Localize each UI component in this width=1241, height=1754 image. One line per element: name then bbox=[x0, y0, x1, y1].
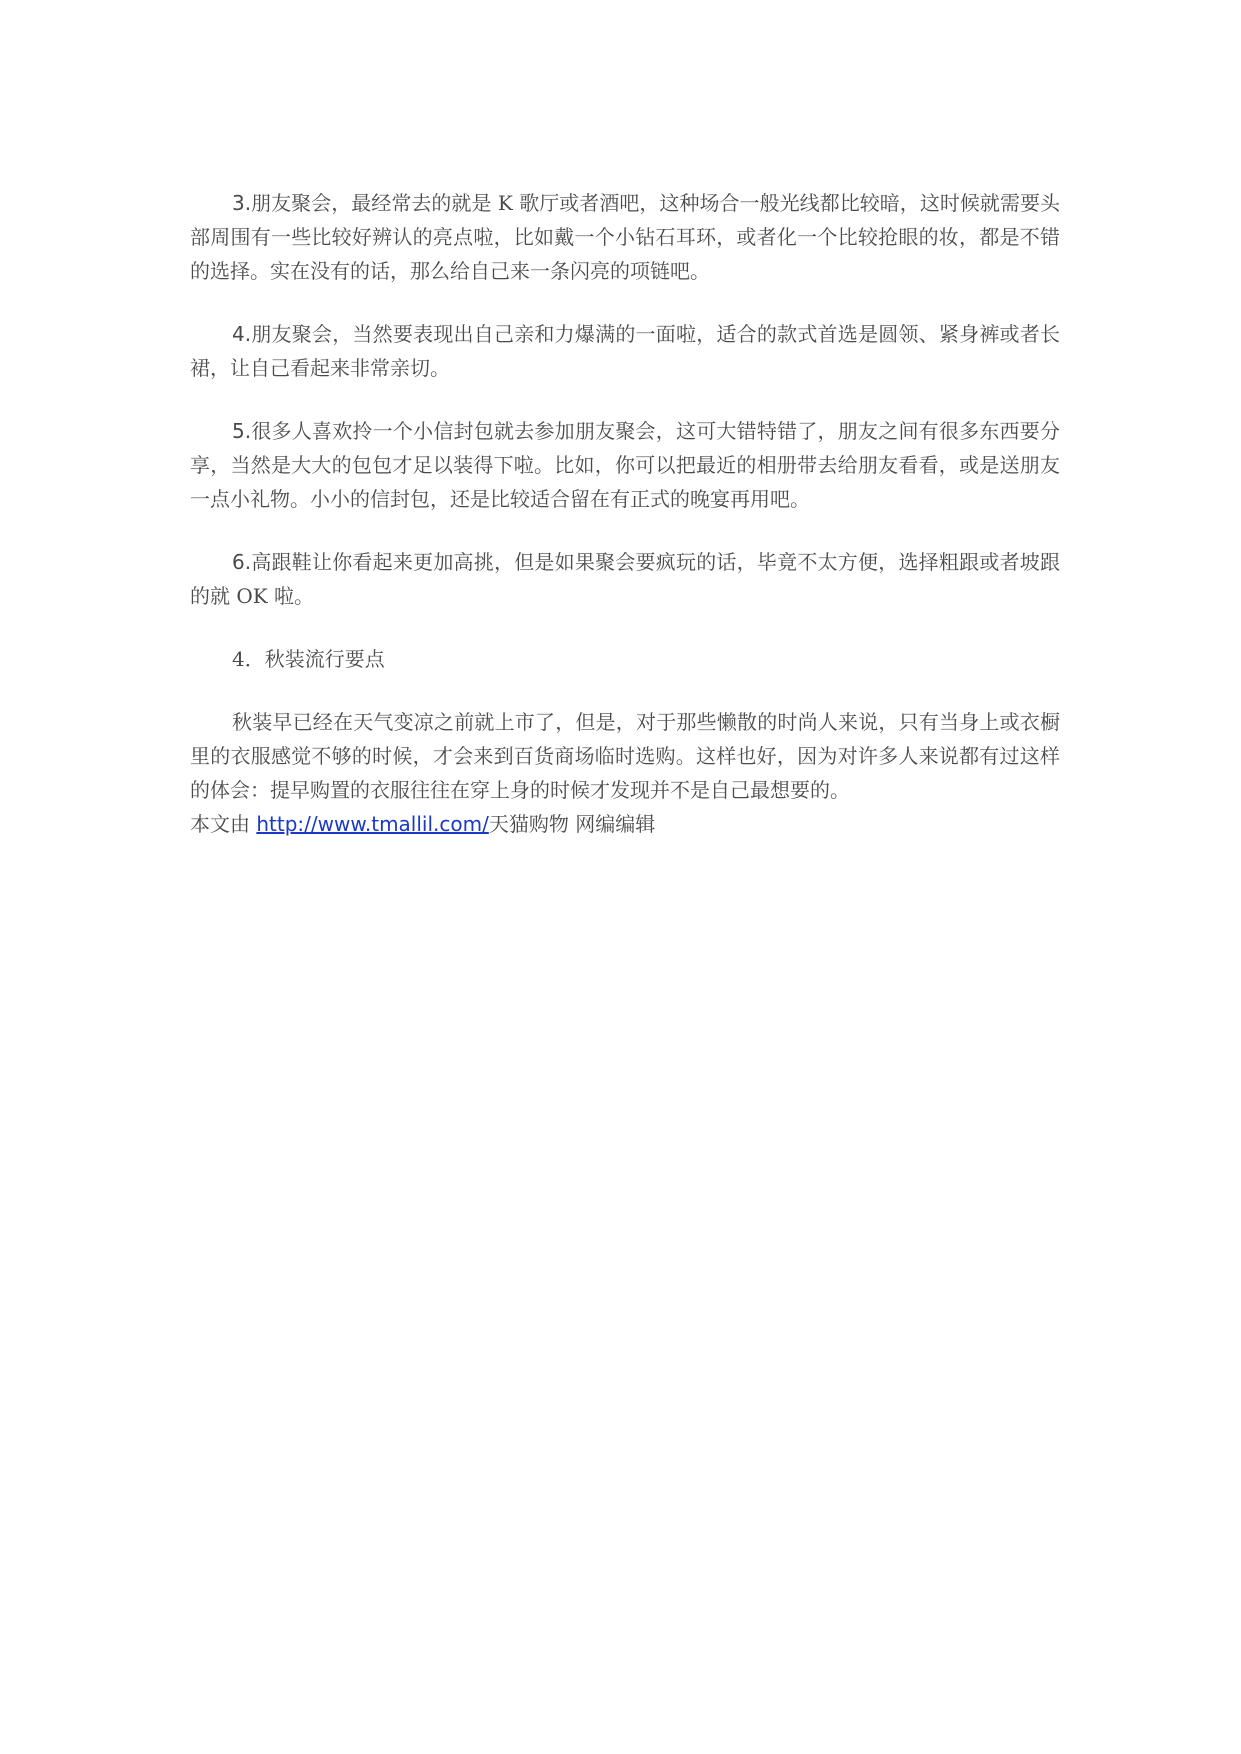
paragraph-text: 朋友聚会，当然要表现出自己亲和力爆满的一面啦，适合的款式首选是圆领、紧身裤或者长裙，让自己看起来非常亲切。 bbox=[190, 322, 1060, 380]
paragraph-number: 3. bbox=[232, 191, 252, 215]
document-body bbox=[190, 186, 1060, 841]
source-link[interactable]: http://www.tmallil.com/ bbox=[256, 812, 489, 836]
paragraph-text: 很多人喜欢拎一个小信封包就去参加朋友聚会，这可大错特错了，朋友之间有很多东西要分享，当然是大大的包包才足以装得下啦。比如，你可以把最近的相册带去给朋友看看，或是送朋友一点小礼物。小小的信封包，还是比较适合留在有正式的晚宴再用吧。 bbox=[190, 419, 1060, 511]
paragraph-number: 5. bbox=[232, 419, 252, 443]
paragraph-4 bbox=[190, 317, 1060, 385]
source-line bbox=[190, 807, 1060, 841]
paragraph-number: 6. bbox=[232, 550, 252, 574]
paragraph-5 bbox=[190, 414, 1060, 516]
paragraph-6 bbox=[190, 545, 1060, 613]
source-prefix: 本文由 bbox=[190, 812, 257, 836]
paragraph-number: 4. bbox=[232, 322, 252, 346]
paragraph-text: 朋友聚会，最经常去的就是 K 歌厅或者酒吧，这种场合一般光线都比较暗，这时候就需要头部周围有一些比较好辨认的亮点啦，比如戴一个小钻石耳环，或者化一个比较抢眼的妆，都是不错的选择。实在没有的话，那么给自己来一条闪亮的项链吧。 bbox=[190, 191, 1060, 283]
closing-paragraph-text: 秋装早已经在天气变凉之前就上市了，但是，对于那些懒散的时尚人来说，只有当身上或衣橱里的衣服感觉不够的时候，才会来到百货商场临时选购。这样也好，因为对许多人来说都有过这样的体会：提早购置的衣服往往在穿上身的时候才发现并不是自己最想要的。 bbox=[190, 710, 1060, 802]
section-heading: 4．秋装流行要点 bbox=[232, 647, 385, 671]
paragraph-3 bbox=[190, 186, 1060, 288]
paragraph-text: 高跟鞋让你看起来更加高挑，但是如果聚会要疯玩的话，毕竟不太方便，选择粗跟或者坡跟的就 OK 啦。 bbox=[190, 550, 1060, 608]
closing-paragraph bbox=[190, 705, 1060, 807]
source-suffix: 天猫购物 网编编辑 bbox=[488, 812, 656, 836]
